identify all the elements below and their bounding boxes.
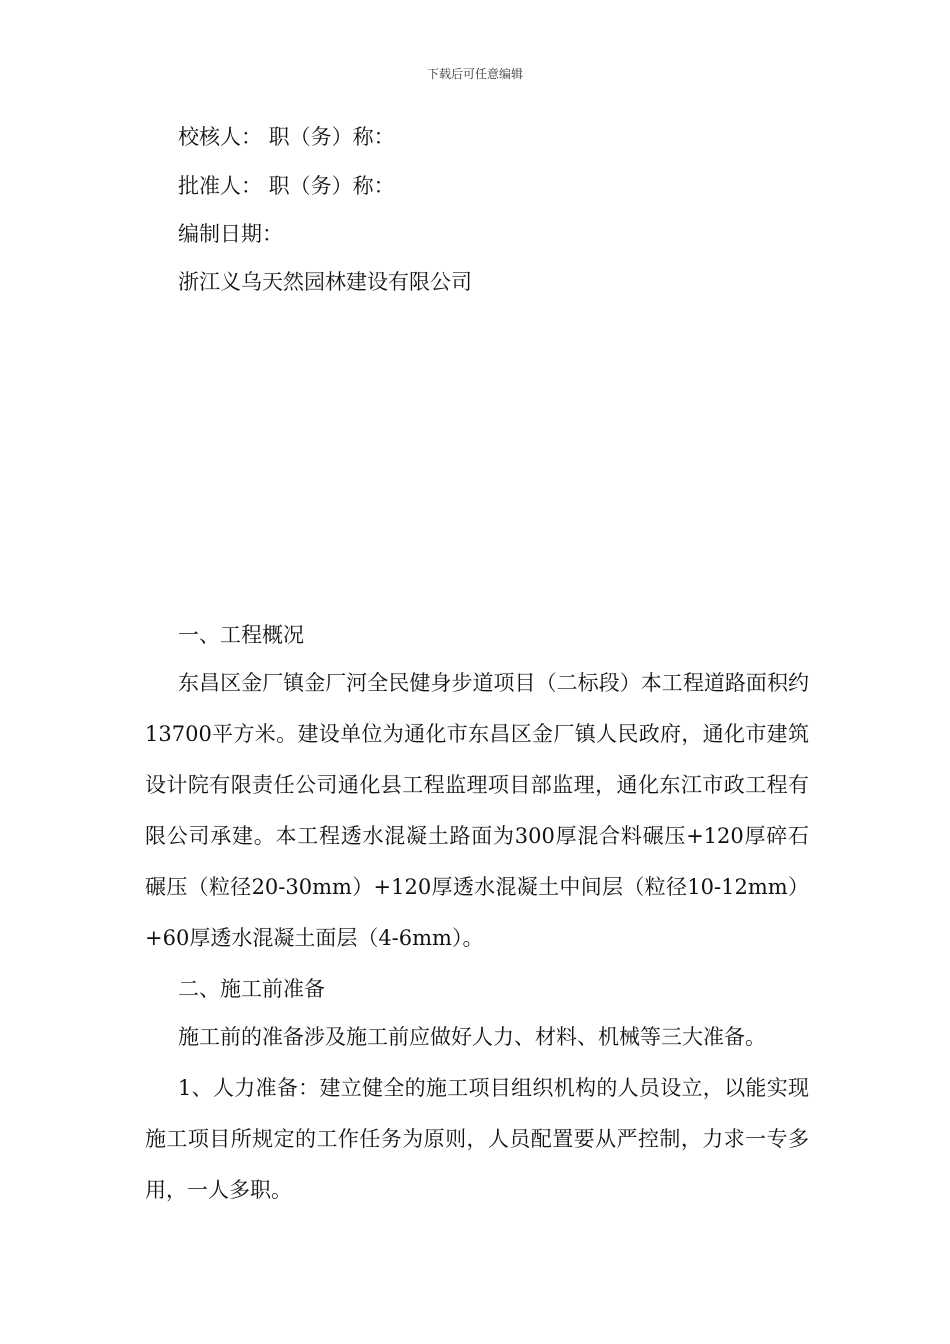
company-name: 浙江义乌天然园林建设有限公司 [178, 270, 472, 294]
overview-paragraph: 东昌区金厂镇金厂河全民健身步道项目（二标段）本工程道路面积约13700平方米。建设单位为通化市东昌区金厂镇人民政府，通化市建筑设计院有限责任公司通化县工程监理项目部监理，通化东江市政工程有限公司承建。本工程透水混凝土路面为300厚混合料碾压+120厚碎石碾压（粒径20-30mm）+120厚透水混凝土中间层（粒径10-12mm）+60厚透水混凝土面层（4-6mm）。 [145, 671, 809, 950]
page-header: 下载后可任意编辑 [426, 67, 523, 81]
section-heading-overview: 一、工程概况 [178, 623, 304, 647]
approver-line: 批准人： 职（务）称： [178, 174, 395, 198]
section-heading-preparation: 二、施工前准备 [178, 977, 325, 1001]
date-line: 编制日期： [178, 222, 283, 246]
manpower-preparation-paragraph: 1、人力准备：建立健全的施工项目组织机构的人员设立，以能实现施工项目所规定的工作任务为原则，人员配置要从严控制，力求一专多用，一人多职。 [145, 1076, 809, 1202]
preparation-intro-paragraph: 施工前的准备涉及施工前应做好人力、材料、机械等三大准备。 [178, 1025, 766, 1049]
reviewer-line: 校核人： 职（务）称： [178, 125, 395, 149]
